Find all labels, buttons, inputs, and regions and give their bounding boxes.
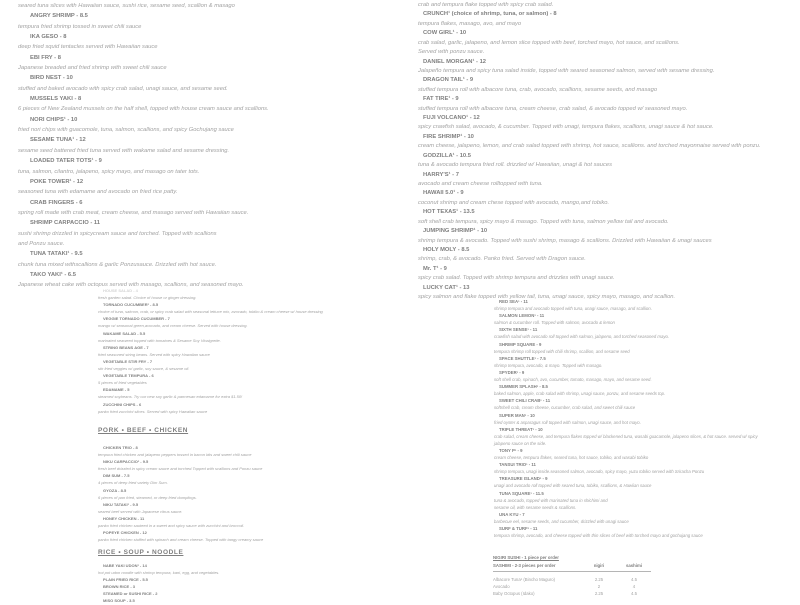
menu-item-description: Japanese wheat cake with octopus served with masago, scallions, and seasoned mayo. [18, 282, 244, 289]
menu-item-name: SALMON LEMON¹ - 11 [499, 313, 545, 319]
menu-item-name: SWEET CHILI CRAB¹ - 11 [499, 398, 551, 404]
menu-item-description: baked salmon, apple, crab salad with shrimp, unagi sauce, ponzu, and sesame seeds top. [494, 391, 666, 397]
menu-item-name: RED SEA¹ - 11 [499, 299, 528, 304]
menu-item-description: unagi and avocado roll topped with seared tuna, tobiko, scallions, & Hawiian sauce [494, 483, 652, 489]
nigiri-price: 2.25 [594, 591, 604, 597]
nigiri-row [493, 577, 651, 584]
menu-item-description: stuffed tempura roll with albacore tuna, crab, avocado, scallions, sesame seeds, and masago [418, 86, 658, 93]
sashimi-price: 4.5 [631, 576, 637, 582]
pork-beef-chicken-header: PORK • BEEF • CHICKEN [98, 427, 189, 434]
menu-item-name: HOT TEXAS¹ - 13.5 [423, 209, 475, 216]
menu-item-description: stir fried veggies w/ garlic, soy sauce, & sesame oil. [98, 366, 190, 372]
menu-item-description: cream cheese, jalapeno, lemon, and crab salad topped with shrimp, hot sauce, scallions. and torched mayonnaise served with ponzu. [418, 143, 761, 150]
menu-item-description: tempura shrimp roll topped with chili shrimp, scallion, and sesame seed [494, 348, 630, 354]
menu-item-description: softshell crab, cream cheese, cucumber, crab salad, and sweet chili sauce [494, 405, 636, 411]
menu-item-name: NIKU TATAKI¹ - 9.5 [103, 501, 139, 507]
menu-item-name: FIRE SHRIMP¹ - 10 [423, 133, 474, 140]
menu-item-name: LOADED TATER TOTS¹ - 9 [30, 158, 102, 165]
menu-item-name: HOLY MOLY - 8.5 [423, 246, 470, 253]
sashimi-price: 4 [632, 583, 636, 589]
menu-item-description: Jalapeño tempura and spicy tuna salad inside, topped with seared seasoned salmon, served with sesame dressing. [418, 67, 715, 74]
menu-item-name: TRIPLE THREAT¹ - 10 [499, 426, 543, 432]
menu-item-name: STEAMED or SUSHI RICE - 2 [103, 591, 158, 597]
menu-item-description: jalapeno sauce on the side. [494, 440, 547, 446]
menu-item-name: NIKU CARPACCIO¹ - 9.5 [103, 459, 149, 465]
menu-item-description: spring roll made with crab meat, cream cheese, and masago served with Hawaiian sauce. [18, 209, 249, 216]
menu-item-name: TREASURE ISLAND¹ - 9 [499, 476, 548, 482]
menu-item-description: stuffed tempura roll with albacore tuna, cream cheese, crab salad, & avocado topped w/ seasoned mayo. [418, 105, 688, 112]
menu-item-name: SPACE SHUTTLE¹ - 7.5 [499, 355, 546, 361]
menu-item-name: JUMPING SHRIMP¹ - 10 [423, 228, 488, 235]
menu-item-name: GYOZA - 8.5 [103, 487, 127, 493]
menu-item-name: SESAME TUNA¹ - 12 [30, 137, 86, 144]
menu-item-name: SUMMER SPLASH¹ - 8.5 [499, 384, 548, 390]
menu-item-description: shrimp tempura & avocado. Topped with sushi shrimp, masago & scallions. Drizzled with Hawaiian & unagi sauces [418, 237, 712, 244]
menu-item-description: panko fried chicken stuffed with spinach and cream cheese. Topped with tangy creamy sauce [98, 537, 264, 543]
menu-item-description: crab salad, cream cheese, and tempura flakes topped w/ blackened tuna, wasabi guacamole, jalapeno slices, & hot sauce. served w/ spicy [494, 433, 758, 439]
menu-item-name: SUPER MAN¹ - 10 [499, 412, 535, 418]
sashimi-column-header: sashimi [625, 563, 642, 568]
pork-beef-chicken-list [98, 444, 263, 543]
menu-item-name: Mr. T¹ - 9 [423, 265, 447, 272]
menu-item-description: and Ponzu sauce. [18, 240, 65, 247]
menu-item-description: tuna & avocado, topped with marinated tuna in shichimi and [494, 497, 608, 503]
menu-item-name: WAKAME SALAD - 5.5 [103, 330, 146, 336]
nigiri-row [493, 591, 651, 598]
menu-item-description: fresh beef drizzled in spicy cream sauce and torched.Topped with scallions and Ponzu sauce [98, 466, 263, 472]
menu-item-description: seared tuna slices with Hawaiian sauce, sushi rice, sesame seed, scallion & masago [18, 3, 235, 9]
menu-item-name: CRAB FINGERS - 6 [30, 199, 83, 206]
menu-item-description: stuffed and baked avocado with spicy crab salad, unagi sauce, and sesame seed. [18, 85, 228, 92]
menu-item-name: DIM SUM - 7.5 [103, 473, 130, 479]
menu-item-description: coconut shrimp and cream chese topped with avocado, mango,and tobiko. [418, 199, 610, 206]
menu-item-name: LUCKY CAT¹ - 13 [423, 284, 470, 291]
menu-item-name: NABE YAKI UDON¹ - 14 [103, 563, 147, 568]
menu-item-name: BROWN RICE - 3 [103, 584, 135, 590]
menu-item-name: POKE TOWER¹ - 12 [30, 178, 84, 185]
nigiri-row [493, 584, 651, 591]
menu-item-description: panko fried chicken sauteed in a sweet and spicy sauce with zucchini and broccoli. [98, 523, 245, 529]
menu-item-description: fried seasoned string beans. Served with spicy Hawaiian sauce [98, 351, 210, 357]
menu-item-name: HAWAII 5.0¹ - 9 [423, 190, 464, 197]
menu-item-name: ANGRY SHRIMP - 8.5 [30, 13, 88, 20]
menu-item-name: HONEY CHICKEN - 11 [103, 515, 145, 521]
menu-item-description: crab salad, garlic, jalapeno, and lemon slice topped with beef, torched mayo, hot sauce, and scallions. [418, 39, 680, 46]
menu-item-description: barbecue eel, sesame seeds, and cucumber, drizzled with unagi sauce [494, 518, 629, 524]
menu-item-name: UNA KYU - 7 [499, 511, 525, 517]
menu-item-name: SIXTH SENSE¹ - 11 [499, 327, 538, 333]
menu-item-name: TANSUI TRIO¹ - 11 [499, 462, 536, 468]
menu-item-name: STRING BEANS AGE - 7 [103, 344, 149, 350]
menu-item-description: soft shell crab tempura, spicy mayo & masago. Topped with tuna, salmon yellow tail and avocado. [418, 218, 669, 225]
nigiri-sashimi-table [493, 555, 651, 598]
menu-item-name: HARRY'S¹ - 7 [423, 171, 459, 178]
menu-item-description: cream cheese, tempura flakes, seared tuna, hot sauce, tobiko, and wasabi tobiko [494, 455, 649, 461]
menu-item-description: tuna, salmon, cilantro, jalapeno, spicy mayo, and masago on tater tots. [18, 168, 200, 175]
menu-item-description: panko fried zucchini slices. Served with spicy Hawaiian sauce [98, 408, 208, 414]
menu-item-description: choice of tuna, salmon, crab, or spicy crab salad with seasonal lettuce mix, avocado, tobiko & cream cheese w/ house dressing [98, 309, 323, 315]
rice-soup-noodle-header: RICE • SOUP • NOODLE [98, 549, 184, 556]
nigiri-item-name: Avocado [493, 583, 510, 589]
menu-item-description: deep fried squid tentacles served with Hawaiian sauce [18, 44, 158, 51]
menu-item-name: COW GIRL¹ - 10 [423, 30, 467, 37]
nigiri-price: 2.25 [594, 576, 604, 582]
menu-item-name: CRUNCH¹ (choice of shrimp, tuna, or salmon) - 8 [423, 11, 557, 18]
menu-item-description: 6 pieces of New Zealand mussels on the half shell, topped with house cream sauce and scallions. [18, 106, 269, 113]
menu-item-name: SPYDER¹ - 9 [499, 369, 525, 375]
menu-item-description: spicy crawfish salad, avocado, & cucumber. Topped with unagi, tempura flakes, scallions, unagi sauce & hot sauce. [418, 124, 714, 131]
menu-item-name: SURF & TURF¹ - 11 [499, 526, 538, 531]
menu-item-name: IKA GESO - 8 [30, 34, 67, 41]
menu-item-name: CHICKEN TRIO - 8 [103, 445, 138, 450]
menu-item-name: DANIEL MORGAN¹ - 12 [423, 58, 487, 65]
menu-item-name: SHRIMP SQUARE - 9 [499, 341, 542, 347]
nigiri-item-name: Baby Octopus (Idako) [493, 591, 535, 597]
menu-item-description: avocado and cream cheese rolltopped with tuna. [418, 181, 543, 188]
menu-item-description: tempura flakes, masago, avo, and mayo [418, 20, 522, 27]
sashimi-header-row [493, 563, 651, 572]
menu-item-name: TONY P¹ - 9 [499, 447, 523, 453]
menu-item-name: FUJI VOLCANO¹ - 12 [423, 115, 480, 122]
menu-item-name: FAT TIRE¹ - 9 [423, 96, 459, 103]
menu-item-name: MISO SOUP - 3.5 [103, 598, 135, 604]
menu-item-description: sesame oil, with sesame seeds & scallions. [494, 504, 577, 510]
menu-item-description: sushi shrimp drizzled in spicycream sauce and torched. Topped with scallions [18, 230, 217, 237]
menu-item-description: salmon & cucumber roll. Topped with salmon, avocado & lemon [494, 320, 615, 326]
menu-item-name: EDAMAME - 5 [103, 387, 130, 393]
menu-item-name: EBI FRY - 8 [30, 54, 61, 61]
menu-item-name: POPEYE CHICKEN - 12 [103, 530, 147, 536]
nigiri-price: 2 [597, 583, 601, 589]
nigiri-rows [493, 577, 651, 599]
more-rolls-list [494, 298, 758, 539]
menu-item-description: tuna & avocado tempura fried roll. drizzled w/ Hawaiian, unagi & hot sauces [418, 162, 612, 169]
menu-item-description: mango w/ seasonal green,avocado, and cream cheese. Served with house dressing. [98, 323, 248, 329]
menu-item-name: GODZILLA¹ - 10.5 [423, 152, 471, 159]
menu-item-description: fried oyster & asparagus roll topped with salmon, unagi sauce, and hot mayo. [494, 419, 641, 425]
nigiri-sushi-header: NIGIRI SUSHI - 1 piece per order [493, 555, 559, 560]
menu-item-description: tempura shrimp, avocado, and cheese topped with thin slices of beef with torched mayo and gochujang sauce [494, 533, 703, 539]
menu-item-description: chunk tuna mixed withscallions & garlic Ponzusauce. Drizzled with hot sauce. [18, 261, 217, 268]
menu-item-description: steamed soybeans. Try our new soy garlic & parmesan edamame for extra $1.50! [98, 394, 243, 400]
menu-item-name: VEGETABLE STIR FRY - 7 [103, 358, 153, 364]
menu-item-description: spicy crab salad. Topped with shrimp tempura and drizzles with unagi sauce. [418, 275, 615, 282]
menu-item-description: crawfish salad with avocado roll topped with salmon, jalapeno, and torched seasoned mayo. [494, 334, 670, 340]
menu-item-description: seared beef served with Japanese citrus sauce. [98, 508, 183, 514]
nigiri-item-name: Albacore Tuna¹ (Bincho Maguro) [493, 576, 556, 582]
menu-item-description: crab and tempura flake topped with spicy crab salad. [418, 2, 554, 8]
appetizers-list [18, 1, 269, 291]
menu-item-description: 5 pieces of fried vegetables [98, 380, 147, 386]
menu-item-description: 6 pieces of pan fried, steamed, or deep fried dumplings. [98, 494, 197, 500]
menu-item-description: seasoned tuna with edamame and avocado on fried rice patty. [18, 189, 178, 196]
sashimi-header: SASHIMI - 2-3 pieces per order [493, 563, 556, 568]
menu-item-description: fresh garden salad. Choice of house or ginger dressing. [98, 295, 197, 301]
menu-item-description: 4 pieces of deep fried variety Dim Sum. [98, 480, 168, 486]
menu-item-name: TUNA TATAKI¹ - 9.5 [30, 251, 83, 258]
nigiri-column-header: nigiri [593, 563, 605, 568]
specialty-rolls-list [418, 1, 761, 303]
menu-item-description: shrimp tempura, avocado, & mayo. Topped with masago. [494, 362, 603, 368]
menu-item-description: shrimp, crab, & avocado. Panko fried. Served with Dragon sauce. [418, 256, 586, 263]
menu-item-name: VEGGIE TORNADO CUCUMBER - 7 [103, 316, 170, 322]
menu-item-name: SHRIMP CARPACCIO - 11 [30, 220, 101, 227]
menu-item-name: DRAGON TAIL¹ - 9 [423, 77, 474, 84]
rice-soup-noodle-list [98, 562, 219, 605]
menu-item-name: ZUCCHINI CHIPS - 6 [103, 401, 142, 407]
menu-item-name: BIRD NEST - 10 [30, 75, 73, 82]
sashimi-price: 4.5 [631, 591, 637, 597]
salads-veggies-list [98, 287, 323, 415]
menu-item-name: PLAIN FRIED RICE - 5.5 [103, 577, 148, 583]
menu-item-name: TUNA SQUARE¹ - 11.5 [499, 490, 544, 496]
menu-item-name: NORI CHIPS¹ - 10 [30, 116, 78, 123]
menu-item-description: Served with ponzu sauce. [418, 49, 485, 56]
menu-item-description: Japanese breaded and fried shrimp with sweet chili sauce [18, 65, 167, 72]
menu-item-description: soft shell crab, spinach, avo, cucumber, tomato, masago, mayo, and sesame seed. [494, 377, 652, 383]
menu-item-description: tempura fried chicken and jalapeno peppers tossed in bacon bits and sweet chili sauce [98, 452, 252, 458]
menu-item-description: sesame seed battered fried tuna served with wakame salad and sesame dressing. [18, 147, 230, 154]
menu-item-description: marinated seaweed topped with tomatoes & Sesame Soy Vinaigrette. [98, 337, 221, 343]
menu-item-name: TORNADO CUCUMBER¹ - 8.5 [103, 302, 159, 308]
menu-item-description: tempura fried shrimp tossed in sweet chili sauce [18, 23, 142, 30]
menu-item-description: shrimp tempura and avocado topped with tuna, unagi sauce, masago, and scallion. [494, 306, 652, 312]
menu-item-name: HOUSE SALAD - 4 [103, 288, 138, 293]
menu-item-name: VEGETABLE TEMPURA - 6 [103, 373, 154, 379]
menu-item-description: shrimp tempura, unagi inside.seasoned salmon, avocado, spicy mayo, yuzu tobiko served with Sriracha Ponzu [494, 469, 705, 475]
menu-item-description: spicy salmon and flake topped with yellow tail, tuna, unagi sauce, spicy mayo, masago, and scallion. [418, 294, 676, 301]
menu-item-description: hot pot udon noodle with shrimp tempura, kani, egg, and vegetables. [98, 570, 220, 576]
menu-item-name: MUSSELS YAKI - 8 [30, 96, 82, 103]
menu-item-name: TAKO YAKI¹ - 6.5 [30, 271, 76, 278]
menu-item-description: fried nori chips with guacomole, tuna, salmon, scallions, and spicy Gochujang sauce [18, 127, 234, 134]
